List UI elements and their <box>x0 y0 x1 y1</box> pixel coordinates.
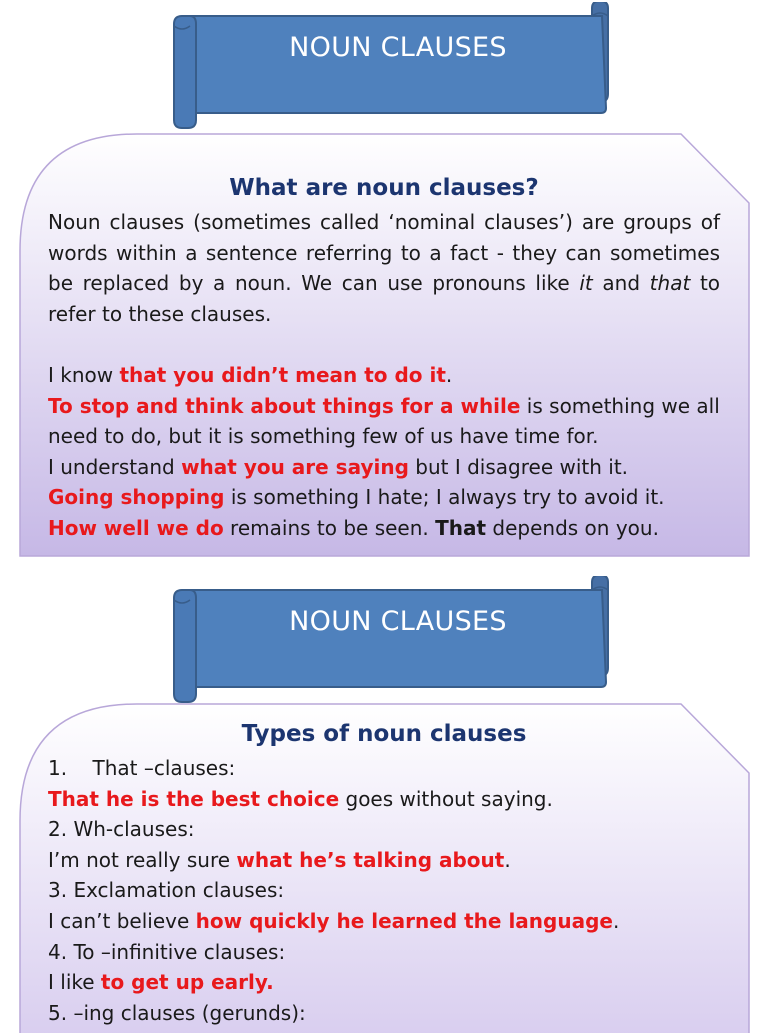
definition-panel <box>19 133 750 557</box>
noun-clause-highlight: what you are saying <box>181 454 409 479</box>
noun-clause-highlight: That he is the best choice <box>48 786 340 811</box>
banner-title: NOUN CLAUSES <box>289 32 507 63</box>
intro-pronoun-that: that <box>649 271 691 296</box>
panel-content <box>48 720 720 1028</box>
example-sentence: That he is the best choice goes without saying. <box>48 786 553 811</box>
list-item-label: 3. Exclamation clauses: <box>48 878 285 903</box>
scroll-banner-shape <box>172 576 610 706</box>
noun-clause-highlight: How well we do <box>48 515 224 540</box>
example-sentence: I can’t believe how quickly he learned the language. <box>48 908 620 933</box>
bold-pronoun: That <box>435 515 487 540</box>
section-heading: Types of noun clauses <box>241 721 527 747</box>
example-sentence: I like to get up early. <box>48 970 274 995</box>
banner-scroll-2 <box>172 576 610 688</box>
example-sentence: I’m not really sure what he’s talking about. <box>48 847 511 872</box>
banner-scroll-1 <box>172 2 610 114</box>
types-panel <box>19 703 750 1033</box>
example-sentence: I understand what you are saying but I disagree with it. <box>48 454 629 479</box>
list-item-label: 1. That –clauses: <box>48 756 236 780</box>
example-sentence: To stop and think about things for a while is something we all need to do, but it is something few of us have time for. <box>48 393 720 449</box>
noun-clause-highlight: Going shopping <box>48 485 225 510</box>
example-list <box>48 360 720 544</box>
banner-title: NOUN CLAUSES <box>289 606 507 637</box>
types-list <box>48 753 720 1028</box>
definition-paragraph <box>48 207 720 329</box>
panel-content <box>48 174 720 544</box>
noun-clause-highlight: To stop and think about things for a while <box>48 393 521 418</box>
example-sentence: Going shopping is something I hate; I always try to avoid it. <box>48 485 665 510</box>
section-heading: What are noun clauses? <box>229 175 539 201</box>
noun-clause-highlight: what he’s talking about <box>236 847 505 872</box>
scroll-banner-shape <box>172 2 610 132</box>
noun-clause-highlight: to get up early. <box>100 970 274 995</box>
list-number: 1. <box>48 756 68 780</box>
list-item-label: 2. Wh-clauses: <box>48 817 195 842</box>
intro-text: and <box>592 271 650 296</box>
list-item-label: 4. To –infinitive clauses: <box>48 939 286 964</box>
intro-pronoun-it: it <box>579 271 593 296</box>
noun-clause-highlight: how quickly he learned the language <box>195 908 613 933</box>
example-sentence: I know that you didn’t mean to do it. <box>48 362 453 387</box>
intro-text: Noun clauses (sometimes called ‘nominal clauses’) are groups of words within a sentence referring to a fact - they can sometimes be replaced by a noun. We can use pronouns like <box>48 210 720 296</box>
intro-text: to refer to these clauses. <box>48 271 721 326</box>
example-sentence: How well we do remains to be seen. That depends on you. <box>48 515 659 540</box>
noun-clause-highlight: that you didn’t mean to do it <box>119 362 446 387</box>
list-item-label: 5. –ing clauses (gerunds): <box>48 1000 306 1025</box>
